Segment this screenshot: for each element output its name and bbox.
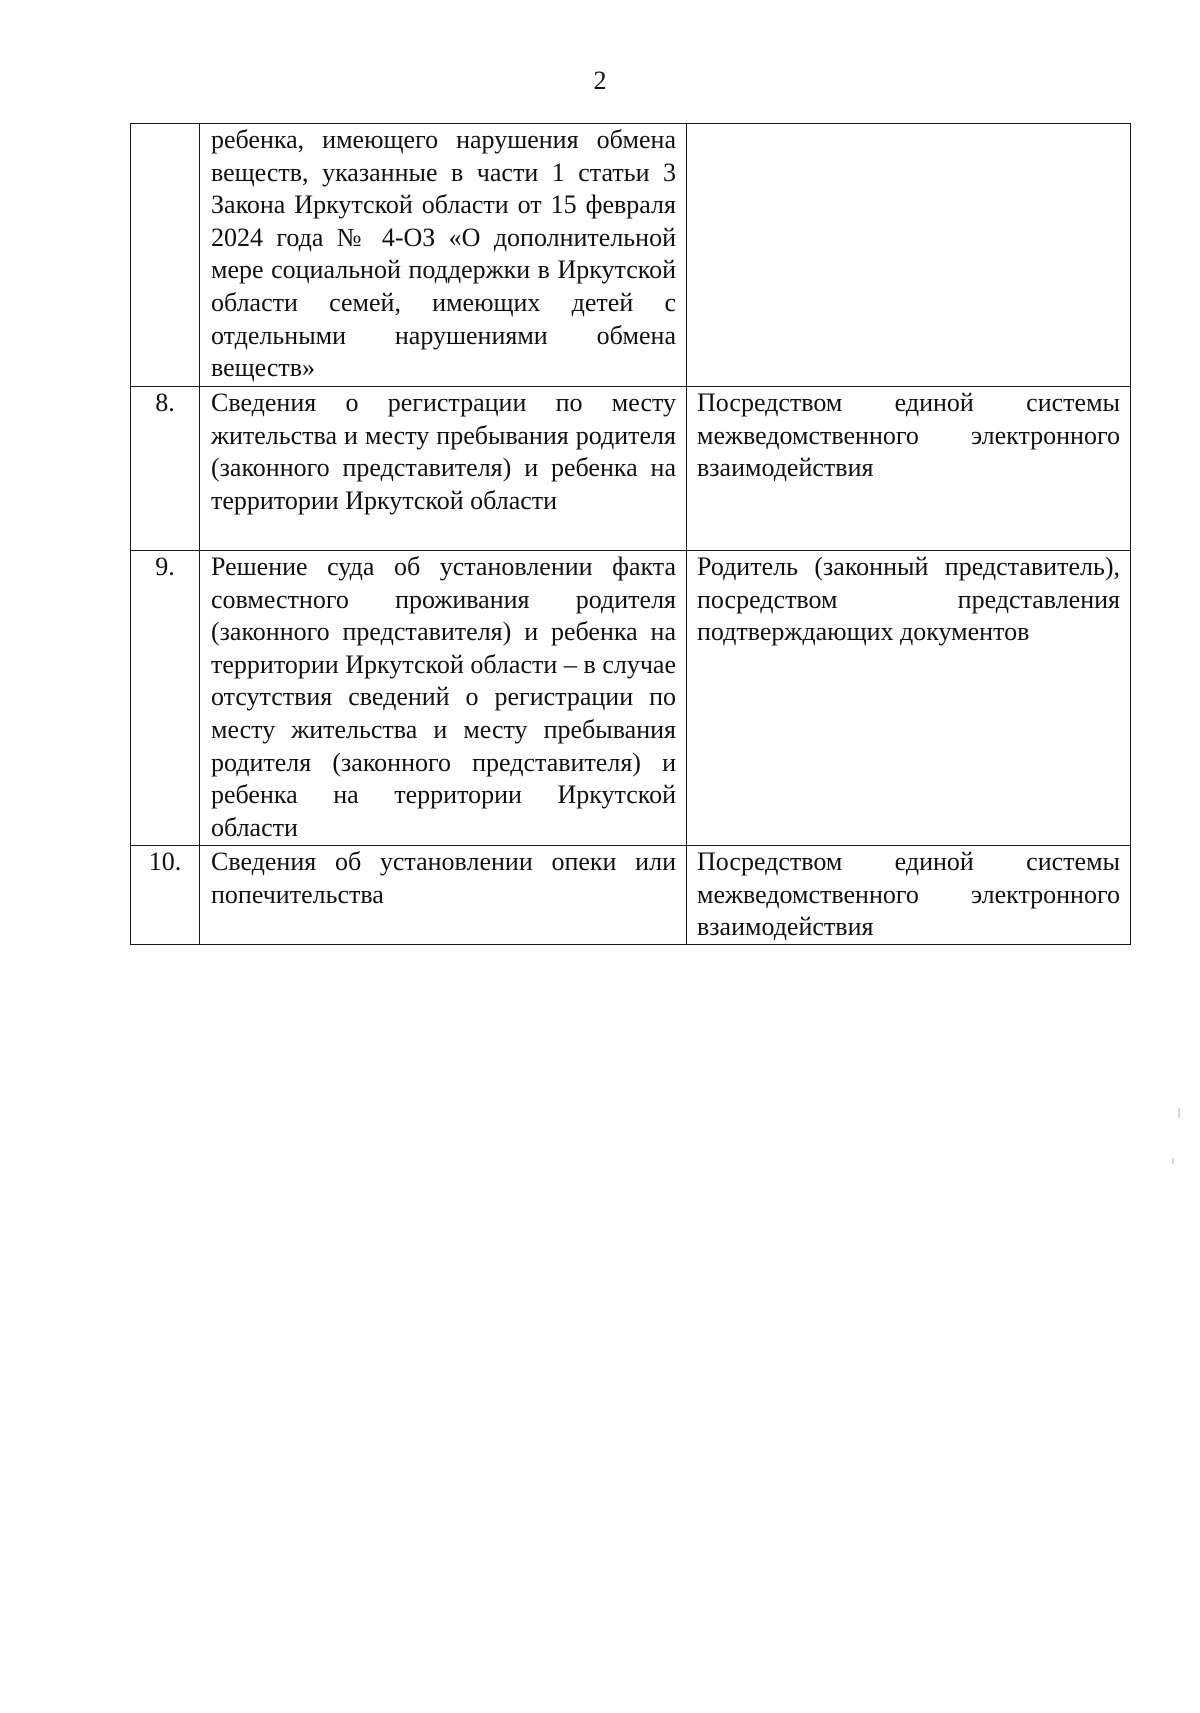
table-row (131, 387, 1131, 551)
row-number-cell: 10. (131, 846, 200, 945)
source-cell (687, 124, 1131, 387)
table-row (131, 551, 1131, 846)
document-cell: Сведения о регистрации по месту жительства и месту пребывания родителя (законного представителя) и ребенка на территории Иркутской области (200, 387, 687, 551)
scan-artifact-mark (1172, 1158, 1174, 1164)
source-cell: Посредством единой системы межведомственного электронного взаимодействия (687, 846, 1131, 945)
source-cell: Родитель (законный представитель), посредством представления подтверждающих документов (687, 551, 1131, 846)
documents-table (130, 123, 1131, 945)
scan-artifact-mark (1178, 1108, 1180, 1118)
document-cell: Сведения об установлении опеки или попечительства (200, 846, 687, 945)
row-number-cell (131, 124, 200, 387)
row-number-cell: 9. (131, 551, 200, 846)
page-number: 2 (593, 66, 607, 95)
source-cell: Посредством единой системы межведомственного электронного взаимодействия (687, 387, 1131, 551)
document-cell: ребенка, имеющего нарушения обмена веществ, указанные в части 1 статьи 3 Закона Иркутской области от 15 февраля 2024 года № 4-ОЗ «О дополнительной мере социальной поддержки в Иркутской области семей, имеющих детей с отдельными нарушениями обмена веществ» (200, 124, 687, 387)
document-cell: Решение суда об установлении факта совместного проживания родителя (законного представителя) и ребенка на территории Иркутской области – в случае отсутствия сведений о регистрации по месту жительства и месту пребывания родителя (законного представителя) и ребенка на территории Иркутской области (200, 551, 687, 846)
row-number-cell: 8. (131, 387, 200, 551)
table-row (131, 846, 1131, 945)
table-row (131, 124, 1131, 387)
